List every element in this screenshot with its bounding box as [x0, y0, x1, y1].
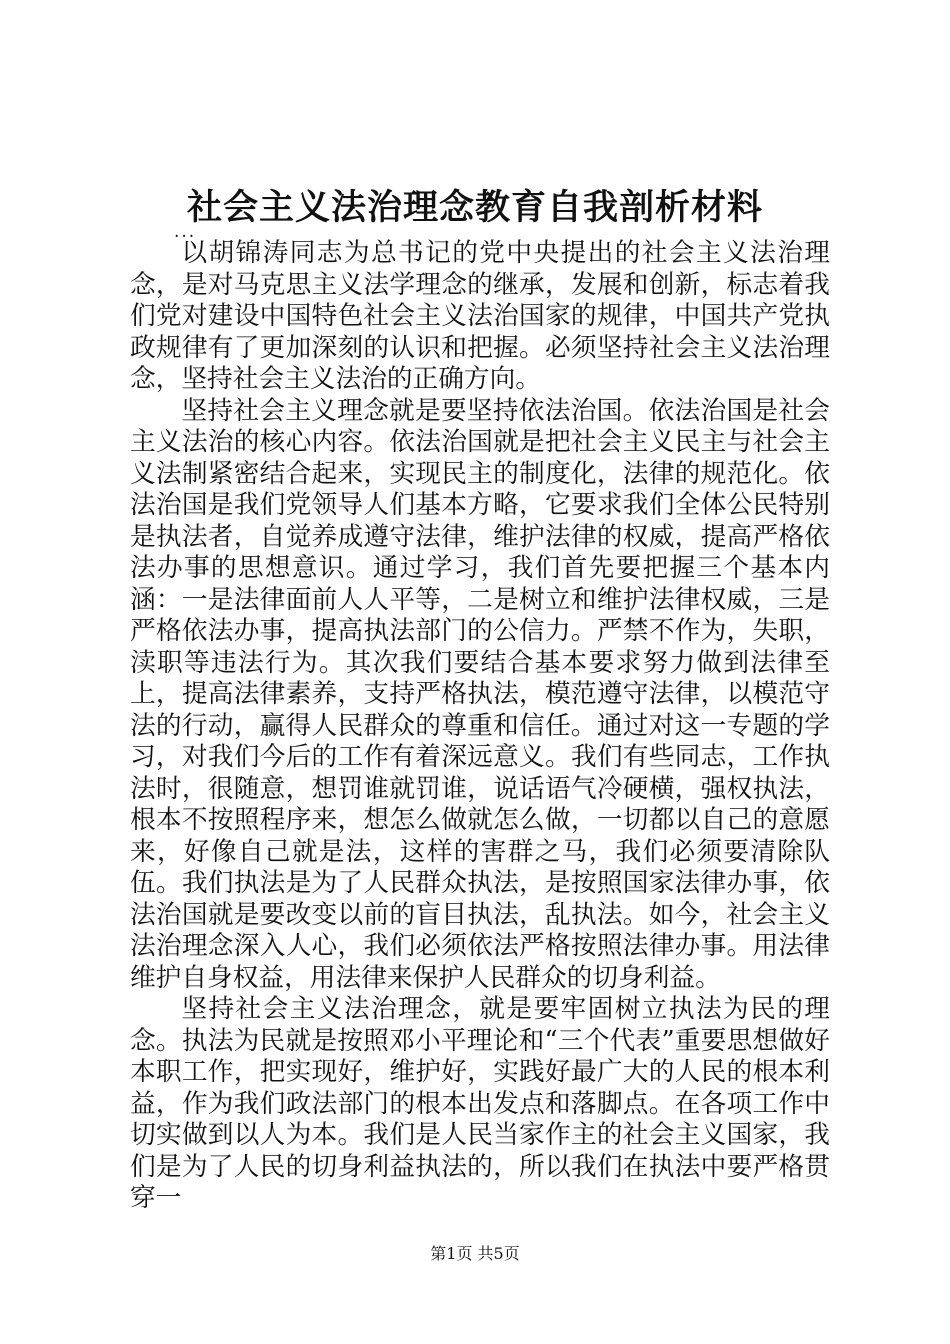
document-body: [130, 238, 830, 1213]
paragraph: 以胡锦涛同志为总书记的党中央提出的社会主义法治理念，是对马克思主义法学理念的继承，发展和创新，标志着我们党对建设中国特色社会主义法治国家的规律，中国共产党执政规律有了更加深刻的认识和把握。必须坚持社会主义法治理念，坚持社会主义法治的正确方向。: [130, 238, 830, 394]
page-footer: 第1页 共5页: [430, 1244, 520, 1263]
ellipsis-marker: ...: [174, 222, 197, 242]
paragraph: 坚持社会主义法治理念，就是要牢固树立执法为民的理念。执法为民就是按照邓小平理论和“三个代表”重要思想做好本职工作，把实现好，维护好，实践好最广大的人民的根本利益，作为我们政法部门的根本出发点和落脚点。在各项工作中切实做到以人为本。我们是人民当家作主的社会主义国家，我们是为了人民的切身利益执法的，所以我们在执法中要严格贯穿一: [130, 994, 830, 1213]
paragraph: 坚持社会主义理念就是要坚持依法治国。依法治国是社会主义法治的核心内容。依法治国就是把社会主义民主与社会主义法制紧密结合起来，实现民主的制度化，法律的规范化。依法治国是我们党领导人们基本方略，它要求我们全体公民特别是执法者，自觉养成遵守法律，维护法律的权威，提高严格依法办事的思想意识。通过学习，我们首先要把握三个基本内涵：一是法律面前人人平等，二是树立和维护法律权威，三是严格依法办事，提高执法部门的公信力。严禁不作为，失职，渎职等违法行为。其次我们要结合基本要求努力做到法律至上，提高法律素养，支持严格执法，模范遵守法律，以模范守法的行动，赢得人民群众的尊重和信任。通过对这一专题的学习，对我们今后的工作有着深远意义。我们有些同志，工作执法时，很随意，想罚谁就罚谁，说话语气冷硬横，强权执法，根本不按照程序来，想怎么做就怎么做，一切都以自己的意愿来，好像自己就是法，这样的害群之马，我们必须要清除队伍。我们执法是为了人民群众执法，是按照国家法律办事，依法治国就是要改变以前的盲目执法，乱执法。如今，社会主义法治理念深入人心，我们必须依法严格按照法律办事。用法律维护自身权益，用法律来保护人民群众的切身利益。: [130, 395, 830, 993]
document-title: 社会主义法治理念教育自我剖析材料: [186, 187, 763, 228]
